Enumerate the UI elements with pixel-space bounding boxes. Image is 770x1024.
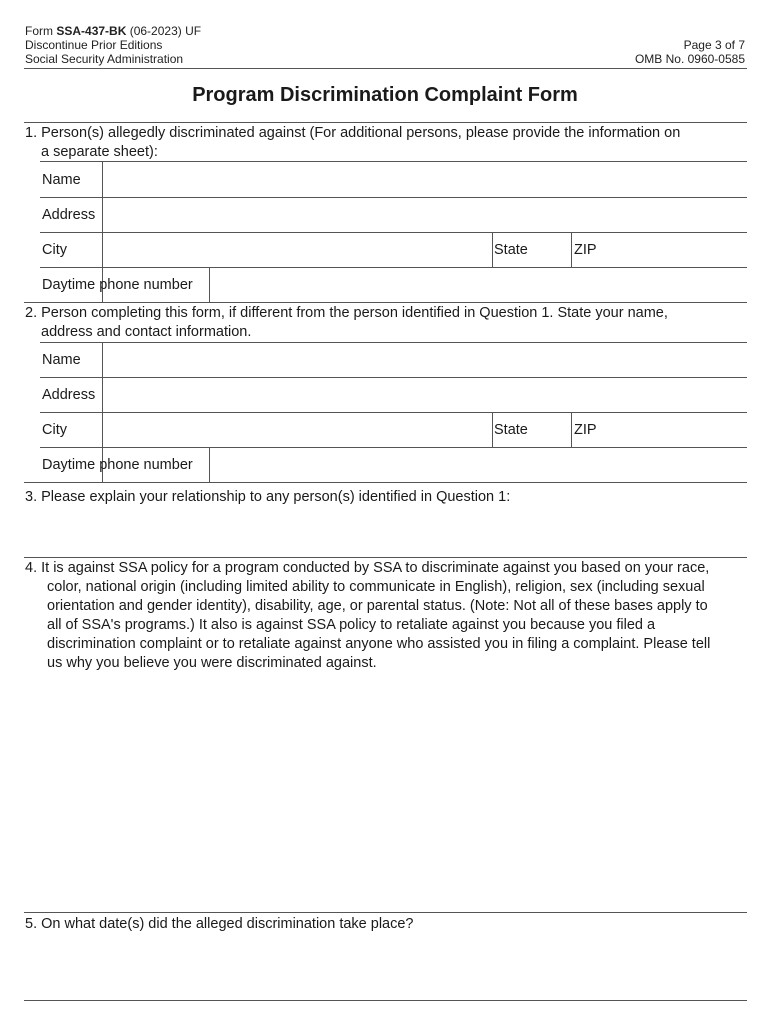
question-4-line: 4. It is against SSA policy for a program conducted by SSA to discriminate against you based on your race, [25,560,710,576]
s2-address-label: Address [42,387,96,403]
question-4-line: orientation and gender identity), disability, age, or parental status. (Note: Not all of these bases apply to [47,598,708,614]
divider [571,413,572,448]
question-4-line: all of SSA's programs.) It also is against SSA policy to retaliate against you because you filed a [47,617,656,633]
s1-name-field[interactable] [102,162,747,196]
s2-zip-field[interactable] [600,413,747,447]
section5-top-rule [24,912,747,913]
s1-state-label: State [494,242,528,258]
discrimination-date-field[interactable] [24,938,747,998]
divider [571,233,572,268]
question-1-line2: a separate sheet): [41,144,158,160]
divider [492,413,493,448]
header-divider [24,68,747,69]
s2-state-label: State [494,422,528,438]
section2-top-rule [24,302,747,303]
s2-name-field[interactable] [102,343,747,377]
s2-city-field[interactable] [102,413,492,447]
question-2-line1: 2. Person completing this form, if different from the person identified in Question 1. State your name, [25,305,668,321]
s1-state-field[interactable] [530,233,570,267]
question-3: 3. Please explain your relationship to any person(s) identified in Question 1: [25,489,511,505]
s1-zip-field[interactable] [600,233,747,267]
s2-city-label: City [42,422,67,438]
section3-top-rule [24,482,747,483]
question-4 [25,559,747,673]
s1-zip-label: ZIP [574,242,597,258]
s2-zip-label: ZIP [574,422,597,438]
editions-note: Discontinue Prior Editions [25,38,163,52]
form-prefix: Form [25,24,57,38]
form-number-line [25,24,201,38]
s2-phone-field[interactable] [210,448,747,482]
s1-city-label: City [42,242,67,258]
s1-phone-label: Daytime phone number [42,277,193,293]
s1-name-label: Name [42,172,81,188]
question-4-line: us why you believe you were discriminated against. [47,655,377,671]
page-indicator: Page 3 of 7 [683,38,745,52]
agency-name: Social Security Administration [25,52,184,66]
section4-top-rule [24,557,747,558]
question-2-line2: address and contact information. [41,324,252,340]
s1-city-field[interactable] [102,233,492,267]
s1-address-field[interactable] [102,198,747,232]
s1-address-label: Address [42,207,96,223]
s2-address-field[interactable] [102,378,747,412]
question-5: 5. On what date(s) did the alleged discrimination take place? [25,916,414,932]
divider [492,233,493,268]
discrimination-reason-field[interactable] [24,680,747,910]
s2-state-field[interactable] [530,413,570,447]
s2-name-label: Name [42,352,81,368]
relationship-field[interactable] [24,510,747,556]
form-version: (06-2023) UF [126,24,202,38]
question-4-line: discrimination complaint or to retaliate against anyone who assisted you in filing a complaint. Please tell [47,636,711,652]
s1-phone-field[interactable] [210,268,747,302]
question-1 [25,124,680,162]
form-number: SSA-437-BK [56,24,127,38]
question-1-line1: 1. Person(s) allegedly discriminated against (For additional persons, please provide the information on [25,125,681,141]
omb-number: OMB No. 0960-0585 [634,52,745,66]
section5-bottom-rule [24,1000,747,1001]
page-title: Program Discrimination Complaint Form [192,84,578,106]
question-2 [25,304,668,342]
s2-phone-label: Daytime phone number [42,457,193,473]
question-4-line: color, national origin (including limited ability to communicate in English), religion, sex (including sexual [47,579,705,595]
section1-top-rule [24,122,747,123]
